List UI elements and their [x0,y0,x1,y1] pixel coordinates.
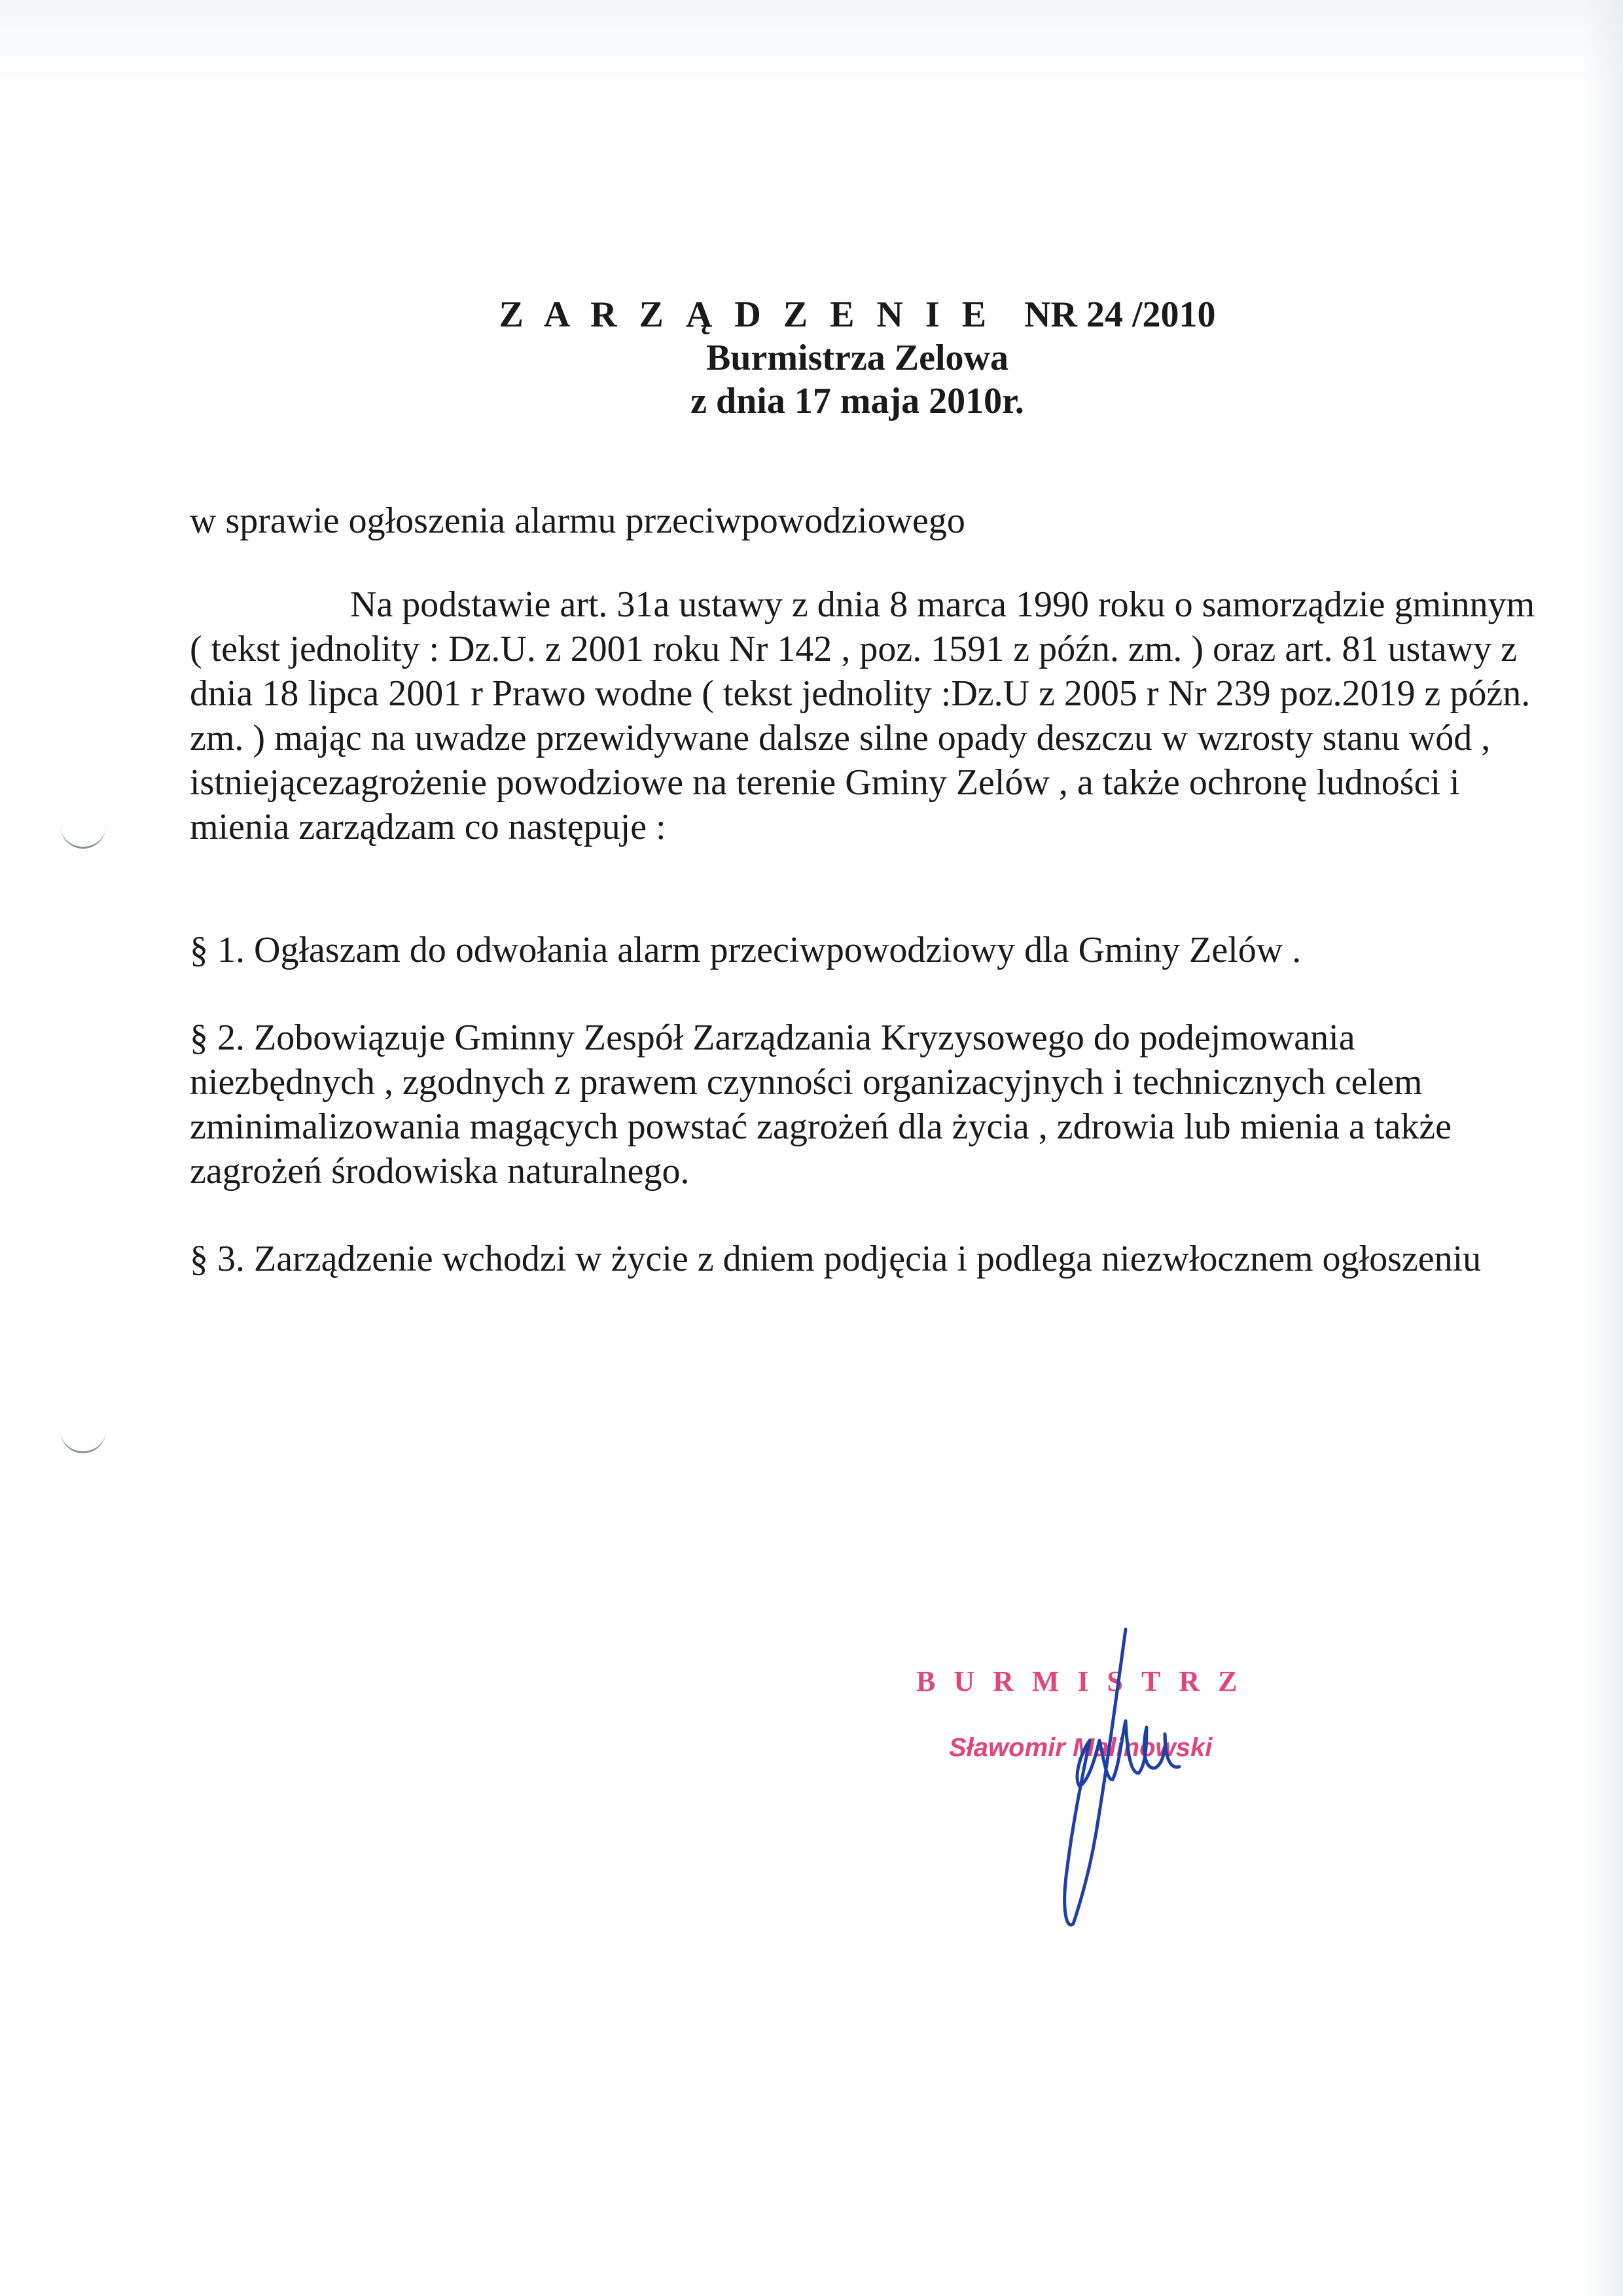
section-1: § 1. Ogłaszam do odwołania alarm przeciwpowodziowy dla Gminy Zelów . [190,930,1302,970]
stamp-name: Sławomir Malinowski [949,1733,1213,1762]
section-2: § 2. Zobowiązuje Gminny Zespół Zarządzania Kryzysowego do podejmowania niezbędnych , zgodnych z prawem czynności organizacyjnych i technicznych celem zminimalizowania magących powstać zagrożeń dla życia , zdrowia lub mienia a także zagrożeń środowiska naturalnego. [190,1017,1452,1192]
document-preamble: Na podstawie art. 31a ustawy z dnia 8 marca 1990 roku o samorządzie gminnym ( tekst jednolity : Dz.U. z 2001 roku Nr 142 , poz. 1591 z późn. zm. ) oraz art. 81 ustawy z dnia 18 lipca 2001 r Prawo wodne ( tekst jednolity :Dz.U z 2005 r Nr 239 poz.2019 z późn. zm. ) mając na uwadze przewidywane dalsze silne opady deszczu w wzrosty stanu wód , istniejącezagrożenie powodziowe na terenie Gminy Zelów , a także ochronę ludności i mienia zarządzam co następuje : [190,584,1535,847]
document-number: NR 24 /2010 [1024,294,1216,335]
document-issuer: Burmistrza Zelowa [706,338,1008,378]
document-title-text: Z A R Z Ą D Z E N I E [499,294,993,335]
document-subject: w sprawie ogłoszenia alarmu przeciwpowodziowego [190,501,965,541]
punch-hole-mark [60,817,106,849]
punch-hole-mark [60,1421,106,1453]
document-date: z dnia 17 maja 2010r. [690,381,1024,421]
stamp-title: BURMISTRZ [916,1665,1256,1697]
signature-stroke [1065,1629,1179,1925]
handwritten-signature [975,1623,1185,1937]
scan-edge-top [0,0,1623,92]
section-3: § 3. Zarządzenie wchodzi w życie z dniem podjęcia i podlega niezwłocznem ogłoszeniu [190,1239,1482,1279]
document-title [0,293,1623,336]
